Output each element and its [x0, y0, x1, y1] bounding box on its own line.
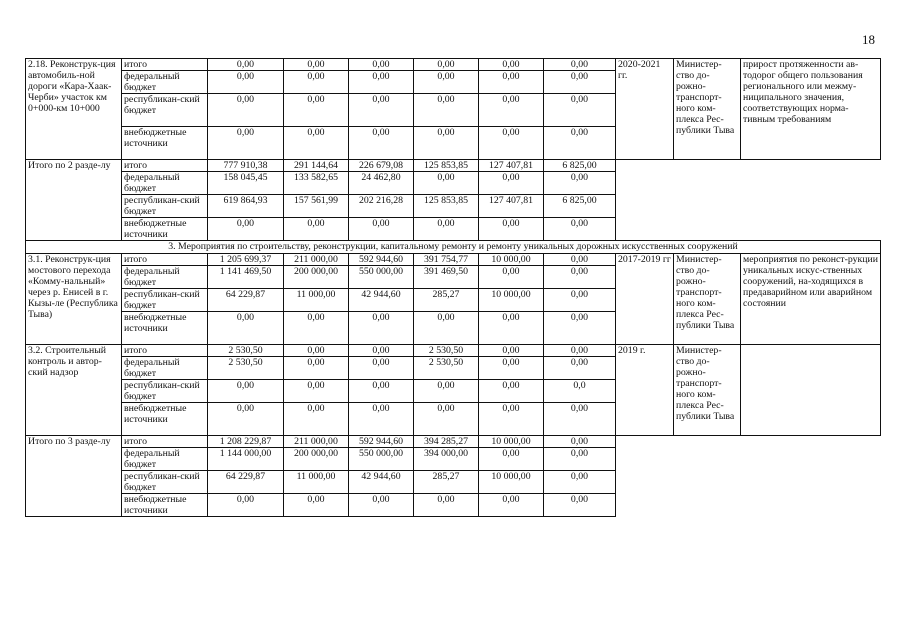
value-2020: 10 000,00 — [479, 289, 544, 312]
source-cell: федеральный бюджет — [122, 448, 208, 471]
source-cell: внебюджетные источники — [122, 494, 208, 517]
value-total: 777 910,38 — [208, 160, 284, 172]
value-2017: 200 000,00 — [284, 266, 349, 289]
value-2020: 0,00 — [479, 448, 544, 471]
value-total: 0,00 — [208, 71, 284, 94]
value-2020: 0,00 — [479, 345, 544, 357]
period-cell: 2020-2021 гг. — [616, 59, 674, 160]
value-2020: 10 000,00 — [479, 471, 544, 494]
value-2021: 6 825,00 — [544, 195, 616, 218]
executor-cell: Министер-ство до-рожно-транспорт-ного ком-плекса Рес-публики Тыва — [674, 254, 741, 345]
source-cell: итого — [122, 160, 208, 172]
value-2021: 0,00 — [544, 94, 616, 127]
value-2017: 211 000,00 — [284, 254, 349, 266]
measure-title: 3.1. Реконструк-ция мостового перехода «Комму-нальный» через р. Енисей в г. Кызы-ле (Республика Тыва) — [26, 254, 122, 345]
table-row — [26, 254, 881, 266]
value-2017: 157 561,99 — [284, 195, 349, 218]
value-2021: 0,00 — [544, 312, 616, 345]
budget-table — [25, 58, 881, 517]
value-total: 0,00 — [208, 218, 284, 241]
value-2018: 0,00 — [349, 403, 414, 436]
source-cell: республикан-ский бюджет — [122, 94, 208, 127]
value-2017: 0,00 — [284, 380, 349, 403]
value-2018: 0,00 — [349, 71, 414, 94]
section-header-row — [26, 241, 881, 254]
value-2018: 42 944,60 — [349, 471, 414, 494]
value-total: 0,00 — [208, 59, 284, 71]
source-cell: республикан-ский бюджет — [122, 195, 208, 218]
value-2020: 0,00 — [479, 312, 544, 345]
value-2018: 226 679,08 — [349, 160, 414, 172]
value-2017: 0,00 — [284, 494, 349, 517]
value-2020: 0,00 — [479, 94, 544, 127]
value-2017: 0,00 — [284, 218, 349, 241]
value-2018: 202 216,28 — [349, 195, 414, 218]
value-2021: 0,00 — [544, 172, 616, 195]
value-total: 158 045,45 — [208, 172, 284, 195]
value-2017: 0,00 — [284, 94, 349, 127]
value-2019: 0,00 — [414, 403, 479, 436]
value-2021: 0,00 — [544, 59, 616, 71]
value-2019: 391 754,77 — [414, 254, 479, 266]
value-2018: 0,00 — [349, 127, 414, 160]
executor-cell: Министер-ство до-рожно-транспорт-ного ком-плекса Рес-публики Тыва — [674, 59, 741, 160]
value-2021: 0,00 — [544, 71, 616, 94]
value-2018: 0,00 — [349, 59, 414, 71]
value-2017: 291 144,64 — [284, 160, 349, 172]
value-2021: 0,00 — [544, 345, 616, 357]
table-row — [26, 345, 881, 357]
value-2018: 0,00 — [349, 380, 414, 403]
measure-title: 2.18. Реконструк-ция автомобиль-ной дороги «Кара-Хаак-Черби» участок км 0+000-км 10+000 — [26, 59, 122, 160]
value-2021: 0,00 — [544, 266, 616, 289]
value-2019: 0,00 — [414, 71, 479, 94]
value-total: 1 141 469,50 — [208, 266, 284, 289]
executor-cell: Министер-ство до-рожно-транспорт-ного ком-плекса Рес-публики Тыва — [674, 345, 741, 436]
value-2020: 0,00 — [479, 172, 544, 195]
table-row — [26, 160, 881, 172]
value-2020: 0,00 — [479, 266, 544, 289]
source-cell: итого — [122, 59, 208, 71]
value-2021: 0,00 — [544, 448, 616, 471]
value-2021: 0,00 — [544, 403, 616, 436]
value-2018: 592 944,60 — [349, 436, 414, 448]
value-2021: 0,00 — [544, 218, 616, 241]
value-2019: 125 853,85 — [414, 195, 479, 218]
source-cell: итого — [122, 436, 208, 448]
period-cell: 2017-2019 гг — [616, 254, 674, 345]
total-title: Итого по 2 разде-лу — [26, 160, 122, 241]
value-2020: 0,00 — [479, 494, 544, 517]
source-cell: итого — [122, 254, 208, 266]
table-row — [26, 436, 881, 448]
value-2021: 0,00 — [544, 254, 616, 266]
value-total: 2 530,50 — [208, 345, 284, 357]
page-number: 18 — [862, 32, 875, 47]
source-cell: федеральный бюджет — [122, 172, 208, 195]
value-2019: 125 853,85 — [414, 160, 479, 172]
value-2018: 592 944,60 — [349, 254, 414, 266]
result-cell: мероприятия по реконст-рукции уникальных искус-ственных сооружений, на-ходящихся в предаварийном или аварийном состоянии — [741, 254, 881, 345]
value-2019: 0,00 — [414, 172, 479, 195]
value-2017: 200 000,00 — [284, 448, 349, 471]
source-cell: республикан-ский бюджет — [122, 471, 208, 494]
value-2020: 127 407,81 — [479, 160, 544, 172]
value-2019: 0,00 — [414, 312, 479, 345]
value-2020: 0,00 — [479, 218, 544, 241]
table-row — [26, 59, 881, 71]
value-2017: 0,00 — [284, 403, 349, 436]
value-2017: 211 000,00 — [284, 436, 349, 448]
value-total: 1 144 000,00 — [208, 448, 284, 471]
value-total: 0,00 — [208, 312, 284, 345]
value-2019: 0,00 — [414, 218, 479, 241]
value-2017: 0,00 — [284, 312, 349, 345]
value-total: 0,00 — [208, 494, 284, 517]
value-2018: 0,00 — [349, 494, 414, 517]
total-title: Итого по 3 разде-лу — [26, 436, 122, 517]
value-2018: 0,00 — [349, 357, 414, 380]
value-total: 1 205 699,37 — [208, 254, 284, 266]
period-cell: 2019 г. — [616, 345, 674, 436]
value-2018: 0,00 — [349, 218, 414, 241]
value-2019: 285,27 — [414, 471, 479, 494]
value-2019: 0,00 — [414, 494, 479, 517]
value-2018: 0,00 — [349, 312, 414, 345]
value-2017: 11 000,00 — [284, 289, 349, 312]
value-2018: 0,00 — [349, 94, 414, 127]
empty-cell — [616, 436, 881, 517]
value-total: 619 864,93 — [208, 195, 284, 218]
value-2020: 10 000,00 — [479, 254, 544, 266]
value-total: 0,00 — [208, 127, 284, 160]
value-total: 1 208 229,87 — [208, 436, 284, 448]
value-2018: 24 462,80 — [349, 172, 414, 195]
value-2020: 0,00 — [479, 357, 544, 380]
source-cell: итого — [122, 345, 208, 357]
source-cell: внебюджетные источники — [122, 403, 208, 436]
value-2020: 0,00 — [479, 59, 544, 71]
value-2021: 0,00 — [544, 357, 616, 380]
value-2017: 0,00 — [284, 71, 349, 94]
source-cell: внебюджетные источники — [122, 127, 208, 160]
value-2019: 2 530,50 — [414, 357, 479, 380]
section-title: 3. Мероприятия по строительству, реконструкции, капитальному ремонту и ремонту уникальных дорожных искусственных сооружений — [26, 241, 881, 254]
value-2017: 0,00 — [284, 345, 349, 357]
value-2019: 0,00 — [414, 59, 479, 71]
value-2019: 391 469,50 — [414, 266, 479, 289]
value-2019: 0,00 — [414, 127, 479, 160]
value-2017: 0,00 — [284, 59, 349, 71]
value-2019: 0,00 — [414, 94, 479, 127]
source-cell: республикан-ский бюджет — [122, 380, 208, 403]
value-2021: 6 825,00 — [544, 160, 616, 172]
value-total: 0,00 — [208, 94, 284, 127]
empty-cell — [616, 160, 881, 241]
source-cell: внебюджетные источники — [122, 312, 208, 345]
value-2017: 0,00 — [284, 127, 349, 160]
result-cell: прирост протяженности ав-тодорог общего пользования регионального или межму-ниципального значения, соответствующих норма-тивным требованиям — [741, 59, 881, 160]
result-cell — [741, 345, 881, 436]
value-2018: 0,00 — [349, 345, 414, 357]
value-total: 64 229,87 — [208, 289, 284, 312]
value-total: 0,00 — [208, 380, 284, 403]
source-cell: внебюджетные источники — [122, 218, 208, 241]
value-total: 64 229,87 — [208, 471, 284, 494]
value-2020: 0,00 — [479, 403, 544, 436]
value-total: 0,00 — [208, 403, 284, 436]
source-cell: федеральный бюджет — [122, 266, 208, 289]
value-2021: 0,00 — [544, 494, 616, 517]
value-2018: 42 944,60 — [349, 289, 414, 312]
value-2020: 0,00 — [479, 127, 544, 160]
value-2019: 2 530,50 — [414, 345, 479, 357]
value-2021: 0,00 — [544, 436, 616, 448]
value-2020: 10 000,00 — [479, 436, 544, 448]
value-2020: 127 407,81 — [479, 195, 544, 218]
value-2019: 285,27 — [414, 289, 479, 312]
value-2021: 0,00 — [544, 471, 616, 494]
value-2021: 0,00 — [544, 289, 616, 312]
value-2019: 394 000,00 — [414, 448, 479, 471]
source-cell: федеральный бюджет — [122, 71, 208, 94]
value-2018: 550 000,00 — [349, 266, 414, 289]
source-cell: федеральный бюджет — [122, 357, 208, 380]
value-total: 2 530,50 — [208, 357, 284, 380]
source-cell: республикан-ский бюджет — [122, 289, 208, 312]
measure-title: 3.2. Строительный контроль и автор-ский надзор — [26, 345, 122, 436]
value-2017: 11 000,00 — [284, 471, 349, 494]
value-2017: 0,00 — [284, 357, 349, 380]
value-2021: 0,0 — [544, 380, 616, 403]
value-2018: 550 000,00 — [349, 448, 414, 471]
value-2021: 0,00 — [544, 127, 616, 160]
value-2020: 0,00 — [479, 380, 544, 403]
value-2019: 0,00 — [414, 380, 479, 403]
value-2020: 0,00 — [479, 71, 544, 94]
value-2019: 394 285,27 — [414, 436, 479, 448]
value-2017: 133 582,65 — [284, 172, 349, 195]
